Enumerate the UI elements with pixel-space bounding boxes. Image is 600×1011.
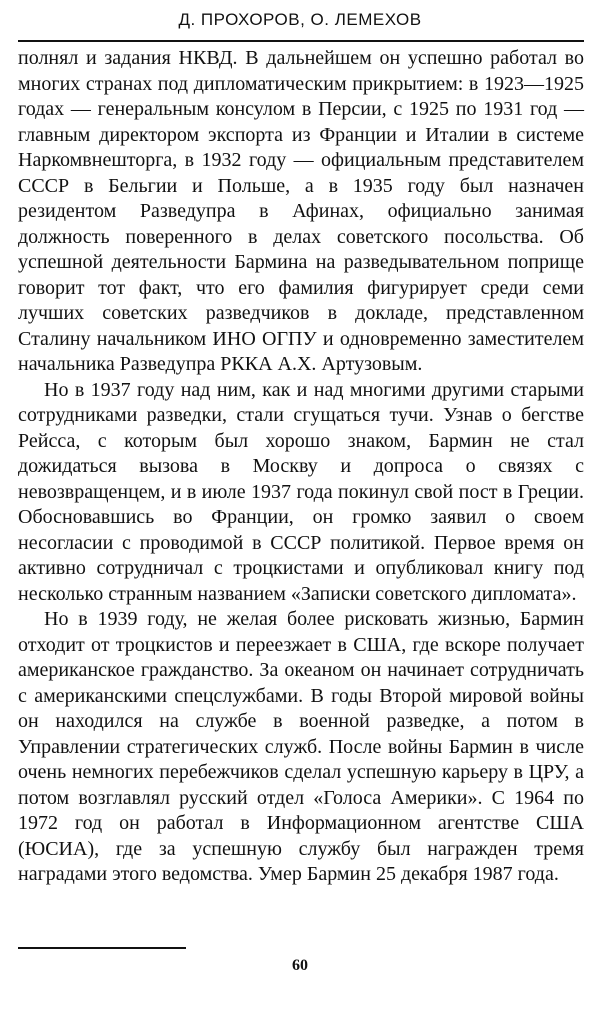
footnote-rule <box>18 947 186 949</box>
page-number: 60 <box>292 957 308 974</box>
paragraph-1939: Но в 1939 году, не желая более рисковать жизнью, Бармин отходит от троцкистов и переезжает в США, где вскоре получает американское гражданство. За океаном он начинает сотрудничать с американскими спецслужбами. В годы Второй мировой войны он находился на службе в военной разведке, а потом в Управлении стратегических служб. После войны Бармин в числе очень немногих перебежчиков сделал успешную карьеру в ЦРУ, а потом возглавлял русский отдел «Голоса Америки». С 1964 по 1972 год он работал в Информационном агентстве США (ЮСИА), где за успешную службу был награжден тремя наградами этого ведомства. Умер Бармин 25 декабря 1987 года. <box>18 608 584 885</box>
paragraph-continued: полнял и задания НКВД. В дальнейшем он успешно работал во многих странах под дипломатическим прикрытием: в 1923—1925 годах — генеральным консулом в Персии, с 1925 по 1931 год — главным директором экспорта из Франции и Италии в системе Наркомвнешторга, в 1932 году — официальным представителем СССР в Бельгии и Польше, а в 1935 году был назначен резидентом Разведупра в Афинах, официально занимая должность поверенного в делах советского посольства. Об успешной деятельности Бармина на разведывательном поприще говорит тот факт, что его фамилия фигурирует среди семи лучших советских разведчиков в докладе, представленном Сталину начальником ИНО ОГПУ и одновременно заместителем начальника Разведупра РККА А.Х. Артузовым. <box>18 47 584 375</box>
body-text <box>18 46 584 888</box>
header-rule <box>18 40 584 42</box>
paragraph-1937: Но в 1937 году над ним, как и над многими другими старыми сотрудниками разведки, стали сгущаться тучи. Узнав о бегстве Рейсса, с которым был хорошо знаком, Бармин не стал дожидаться вызова в Москву и допроса о связях с невозвращенцем, и в июле 1937 года покинул свой пост в Греции. Обосновавшись во Франции, он громко заявил о своем несогласии с проводимой в СССР политикой. Первое время он активно сотрудничал с троцкистами и опубликовал книгу под несколько странным названием «Записки советского дипломата». <box>18 378 584 605</box>
running-header: Д. ПРОХОРОВ, О. ЛЕМЕХОВ <box>178 10 422 29</box>
